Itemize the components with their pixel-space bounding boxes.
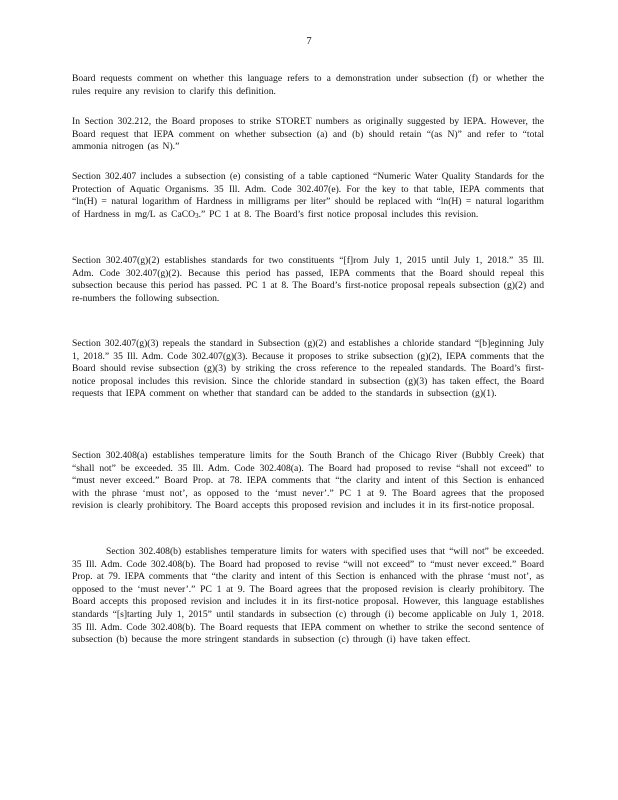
paragraph-1: Board requests comment on whether this language refers to a demonstration under subsection (f) or whether the rules require any revision to clarify this definition. bbox=[72, 73, 544, 97]
paragraph-6: Section 302.408(a) establishes temperature limits for the South Branch of the Chicago River (Bubbly Creek) that “shall not” be exceeded. 35 Ill. Adm. Code 302.408(a). The Board had proposed to revise “shall not exceed” to “must never exceed.” Board Prop. at 78. IEPA comments that “the clarity and intent of this Section is enhanced with the phrase ‘must not’, as opposed to the ‘must never’.” PC 1 at 9. The Board agrees that the proposed revision is clearly prohibitory. The Board accepts this proposed revision and includes it in its first-notice proposal. bbox=[72, 450, 544, 512]
paragraph-3-text: Section 302.407 includes a subsection (e) consisting of a table captioned “Numeric Water Quality Standards for the Protection of Aquatic Organisms. 35 Ill. Adm. Code 302.407(e). For the key to that table, IEPA comments that “ln(H) = natural logarithm of Hardness in milligrams per liter” should be replaced with “ln(H) = natural logarithm of Hardness in mg/L as CaCO bbox=[72, 171, 544, 220]
paragraph-7: Section 302.408(b) establishes temperature limits for waters with specified uses that “will not” be exceeded. 35 Ill. Adm. Code 302.408(b). The Board had proposed to revise “will not exceed” to “must never exceed.” Board Prop. at 79. IEPA comments that “the clarity and intent of this Section is enhanced with the phrase ‘must not’, as opposed to the ‘must never’.” PC 1 at 9. The Board agrees that the proposed revision is clearly prohibitory. The Board accepts this proposed revision and includes it in its first-notice proposal. However, this language establishes standards “[s]tarting July 1, 2015” until standards in subsection (c) through (i) become applicable on July 1, 2018. 35 Ill. Adm. Code 302.408(b). The Board requests that IEPA comment on whether to strike the second sentence of subsection (b) because the more stringent standards in subsection (c) through (i) have taken effect. bbox=[72, 546, 544, 646]
paragraph-3-subscript: 3 bbox=[195, 211, 199, 220]
paragraph-5: Section 302.407(g)(3) repeals the standard in Subsection (g)(2) and establishes a chloride standard “[b]eginning July 1, 2018.” 35 Ill. Adm. Code 302.407(g)(3). Because it proposes to strike subsection (g)(2), IEPA comments that the Board should revise subsection (g)(3) by striking the cross reference to the repealed standards. The Board’s first-notice proposal includes this revision. Since the chloride standard in subsection (g)(3) has taken effect, the Board requests that IEPA comment on whether that standard can be added to the standards in subsection (g)(1). bbox=[72, 338, 544, 400]
page-number: 7 bbox=[306, 36, 312, 47]
paragraph-4: Section 302.407(g)(2) establishes standards for two constituents “[f]rom July 1, 2015 until July 1, 2018.” 35 Ill. Adm. Code 302.407(g)(2). Because this period has passed, IEPA comments that the Board should repeal this subsection because this period has passed. PC 1 at 8. The Board’s first-notice proposal repeals subsection (g)(2) and re-numbers the following subsection. bbox=[72, 255, 544, 304]
paragraph-3-text-after: .” PC 1 at 8. The Board’s first notice proposal includes this revision. bbox=[198, 208, 479, 220]
paragraph-3 bbox=[72, 171, 544, 221]
paragraph-2: In Section 302.212, the Board proposes to strike STORET numbers as originally suggested by IEPA. However, the Board request that IEPA comment on whether subsection (a) and (b) should retain “(as N)” and refer to “total ammonia nitrogen (as N).” bbox=[72, 116, 544, 153]
